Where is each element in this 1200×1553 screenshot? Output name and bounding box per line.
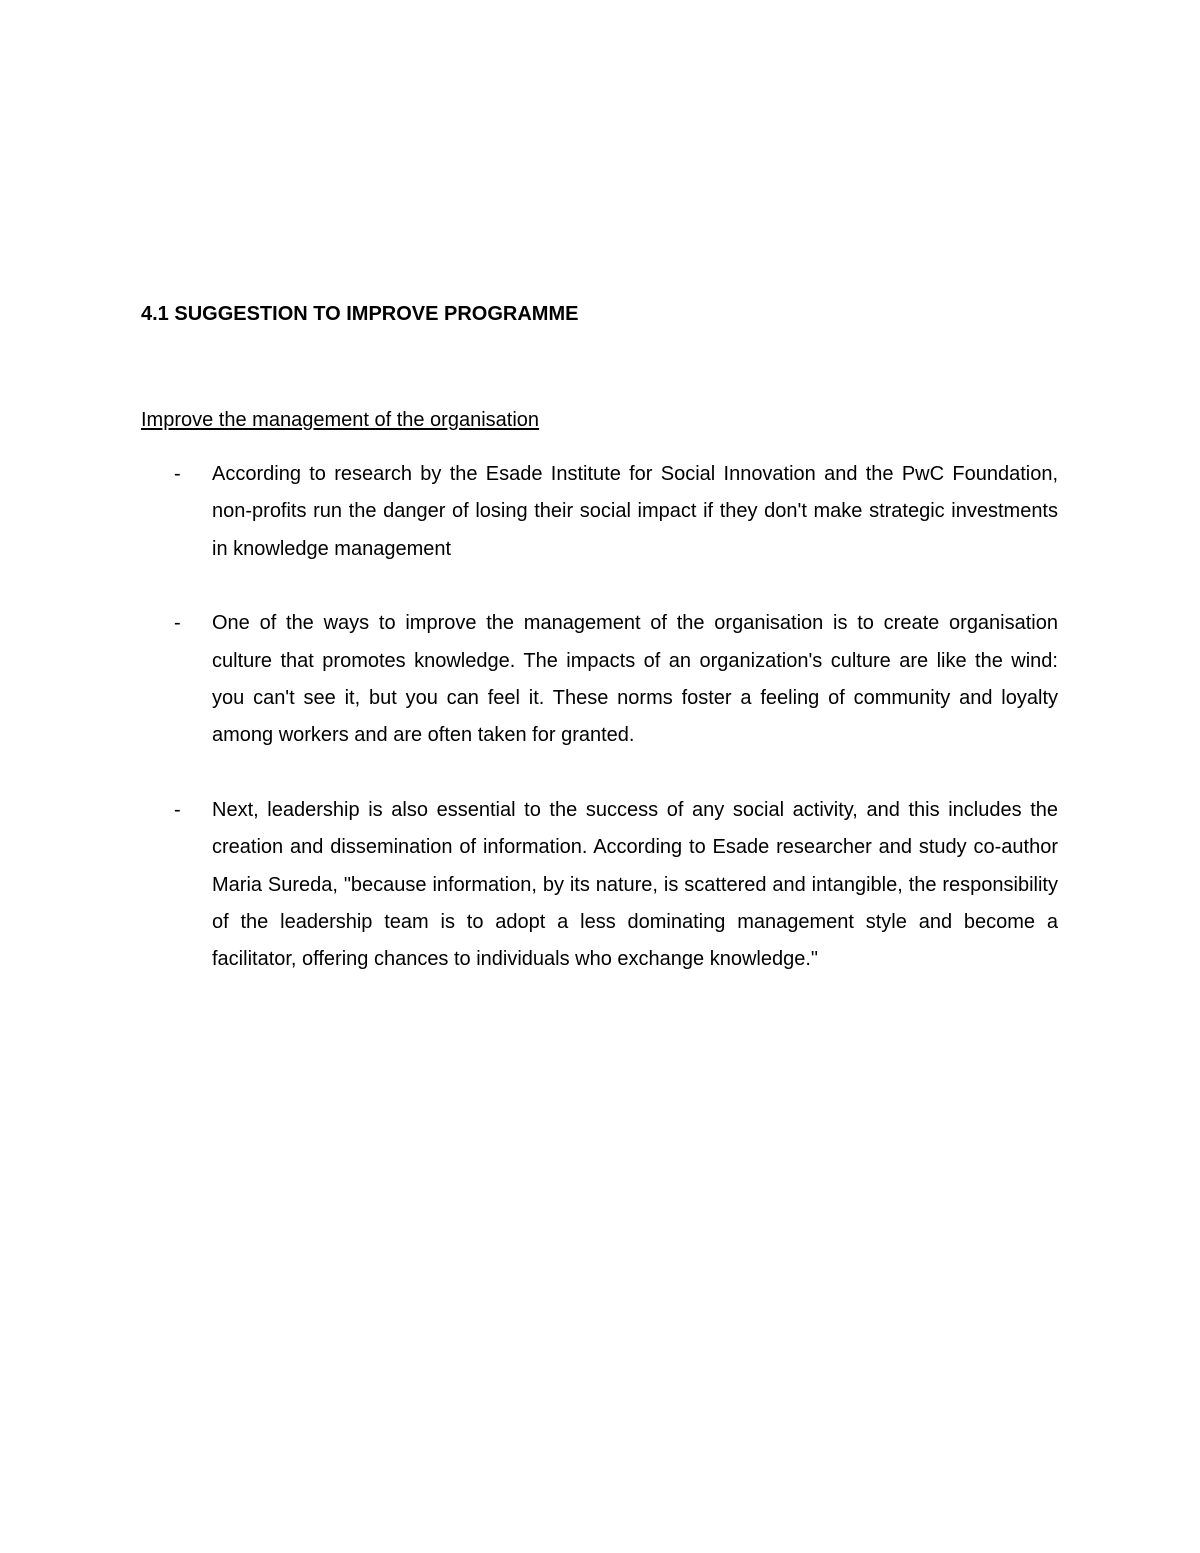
bullet-dash: - [174,463,181,485]
section-heading: 4.1 SUGGESTION TO IMPROVE PROGRAMME [141,303,579,325]
list-item [141,792,1058,979]
subsection-heading: Improve the management of the organisation [141,409,540,431]
list-item-text: According to research by the Esade Institute for Social Innovation and the PwC Foundation, non-profits run the danger of losing their social impact if they don't make strategic investments in knowledge management [212,463,1058,560]
list-item [141,605,1058,755]
bullet-dash: - [174,612,181,635]
list-item [141,456,1058,568]
list-item-text: Next, leadership is also essential to the success of any social activity, and this includes the creation and dissemination of information. According to Esade researcher and study co-author Maria Sureda, "because information, by its nature, is scattered and intangible, the responsibility of the leadership team is to adopt a less dominating management style and become a facilitator, offering chances to individuals who exchange knowledge." [212,798,1058,971]
bullet-list [141,456,1058,1016]
bullet-dash: - [174,798,181,821]
list-item-text: One of the ways to improve the management of the organisation is to create organisation culture that promotes knowledge. The impacts of an organization's culture are like the wind: you can't see it, but you can feel it. These norms foster a feeling of community and loyalty among workers and are often taken for granted. [212,612,1058,747]
